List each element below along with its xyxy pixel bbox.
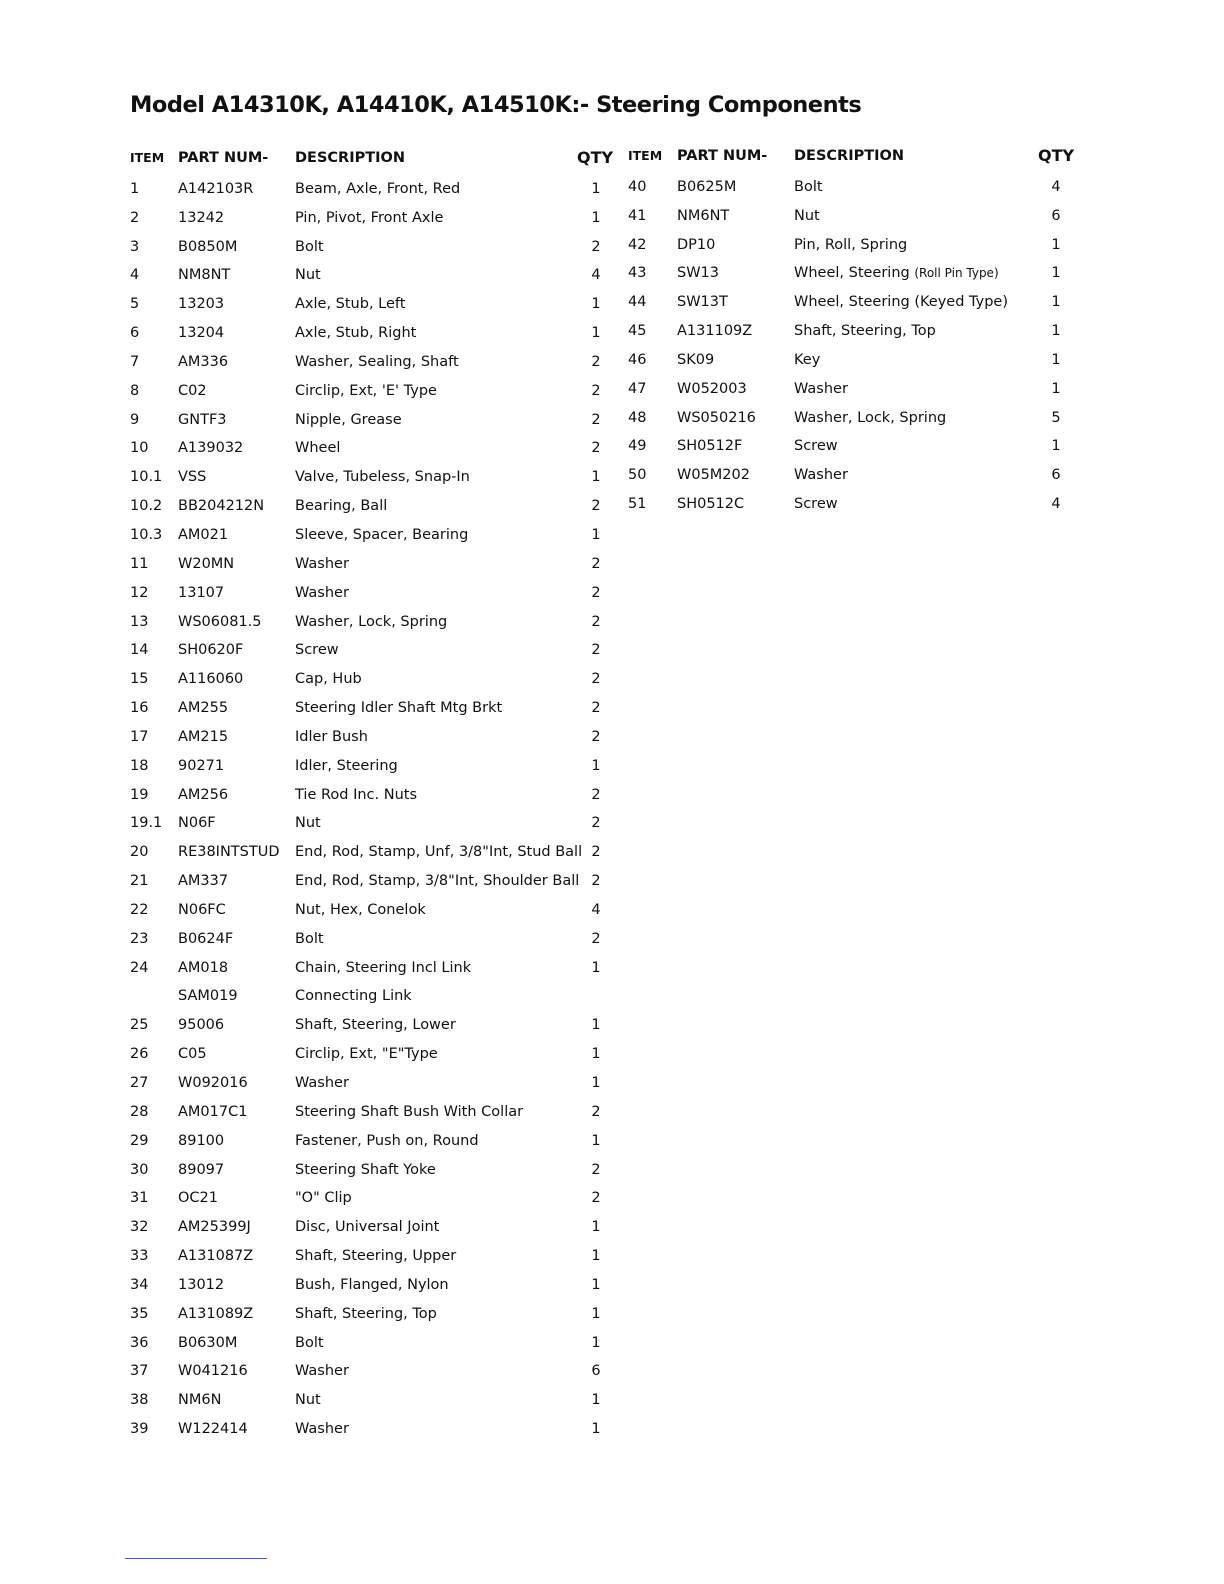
description: Idler Bush xyxy=(295,728,368,745)
description: Axle, Stub, Right xyxy=(295,325,417,342)
quantity: 5 xyxy=(1051,409,1061,426)
description: Steering Shaft Bush With Collar xyxy=(295,1103,524,1120)
description: Pin, Pivot, Front Axle xyxy=(295,209,444,226)
item-number: 45 xyxy=(628,323,647,340)
part-number: 89097 xyxy=(178,1161,225,1178)
part-number: SH0512F xyxy=(677,438,743,455)
part-number: AM017C1 xyxy=(178,1103,248,1120)
description xyxy=(794,231,907,260)
quantity: 2 xyxy=(591,671,601,688)
description: Bearing, Ball xyxy=(295,498,388,515)
item-number: 1 xyxy=(130,180,140,197)
description: Disc, Universal Joint xyxy=(295,1219,440,1236)
description-text: Bolt xyxy=(794,178,823,195)
quantity: 4 xyxy=(591,267,601,284)
part-number: AM337 xyxy=(178,873,229,890)
description xyxy=(794,404,946,433)
footer-divider xyxy=(125,1558,267,1559)
quantity: 2 xyxy=(591,815,601,832)
item-number: 35 xyxy=(130,1305,149,1322)
item-number: 7 xyxy=(130,353,140,370)
description: Idler, Steering xyxy=(295,757,398,774)
quantity: 1 xyxy=(591,209,601,226)
item-number: 16 xyxy=(130,700,149,717)
description: Cap, Hub xyxy=(295,671,362,688)
item-number: 5 xyxy=(130,296,140,313)
item-number: 12 xyxy=(130,584,149,601)
quantity: 2 xyxy=(591,613,601,630)
item-number: 10 xyxy=(130,440,149,457)
description xyxy=(794,173,823,202)
quantity: 2 xyxy=(591,584,601,601)
item-number: 22 xyxy=(130,901,149,918)
description xyxy=(794,490,838,519)
item-number: 36 xyxy=(130,1334,149,1351)
quantity: 1 xyxy=(591,1075,601,1091)
item-number: 39 xyxy=(130,1421,149,1438)
item-number: 10.1 xyxy=(130,469,163,486)
item-number: 20 xyxy=(130,844,149,861)
part-number: W122414 xyxy=(178,1421,248,1438)
description-text: Wheel, Steering xyxy=(794,265,915,282)
description: Washer xyxy=(295,555,349,572)
header-item: ITEM xyxy=(628,148,663,163)
quantity: 1 xyxy=(1051,380,1061,397)
description xyxy=(794,259,999,288)
part-number: C02 xyxy=(178,382,207,399)
description: "O" Clip xyxy=(295,1190,352,1207)
description xyxy=(794,317,936,346)
item-number: 11 xyxy=(130,555,149,572)
item-number: 32 xyxy=(130,1219,149,1236)
item-number: 48 xyxy=(628,409,647,426)
description xyxy=(794,375,848,404)
header-description: DESCRIPTION xyxy=(295,150,405,166)
quantity: 2 xyxy=(591,353,601,370)
description-text: Washer xyxy=(794,380,848,397)
quantity: 2 xyxy=(591,1161,601,1178)
description: Tie Rod Inc. Nuts xyxy=(295,786,418,803)
quantity: 1 xyxy=(591,1219,601,1236)
part-number: SW13 xyxy=(677,265,719,282)
description xyxy=(794,202,820,231)
quantity: 1 xyxy=(591,1421,601,1438)
quantity: 2 xyxy=(591,873,601,890)
part-number: 13012 xyxy=(178,1276,225,1293)
part-number: W05M202 xyxy=(677,467,750,484)
item-number: 34 xyxy=(130,1276,149,1293)
quantity: 1 xyxy=(591,1046,601,1063)
item-number: 23 xyxy=(130,930,149,947)
item-number: 43 xyxy=(628,265,647,282)
item-number: 14 xyxy=(130,642,149,659)
part-number: RE38INTSTUD xyxy=(178,844,280,861)
description-text: Washer xyxy=(794,467,848,484)
part-number: B0630M xyxy=(178,1334,238,1351)
part-number: W092016 xyxy=(178,1075,248,1091)
header-description: DESCRIPTION xyxy=(794,148,904,164)
description: Circlip, Ext, 'E' Type xyxy=(295,382,437,399)
description: End, Rod, Stamp, Unf, 3/8"Int, Stud Ball xyxy=(295,844,583,861)
quantity: 4 xyxy=(591,901,601,918)
description: Shaft, Steering, Lower xyxy=(295,1017,456,1034)
quantity: 2 xyxy=(591,555,601,572)
item-number: 47 xyxy=(628,380,647,397)
item-number: 26 xyxy=(130,1046,149,1063)
quantity: 1 xyxy=(591,526,601,543)
description xyxy=(794,461,848,490)
item-number: 42 xyxy=(628,236,647,253)
description: Bush, Flanged, Nylon xyxy=(295,1276,449,1293)
header-part-number: PART NUM- xyxy=(677,148,768,164)
description-text: Pin, Roll, Spring xyxy=(794,236,908,253)
quantity: 2 xyxy=(591,440,601,457)
part-number: 13203 xyxy=(178,296,225,313)
part-number: 95006 xyxy=(178,1017,225,1034)
quantity: 1 xyxy=(591,325,601,342)
part-number: W20MN xyxy=(178,555,235,572)
description: Fastener, Push on, Round xyxy=(295,1132,479,1149)
part-number: 13204 xyxy=(178,325,225,342)
item-number: 29 xyxy=(130,1132,149,1149)
quantity: 1 xyxy=(591,1017,601,1034)
part-number: WS06081.5 xyxy=(178,613,262,630)
description xyxy=(794,346,820,375)
part-number: SH0512C xyxy=(677,496,745,513)
description: Connecting Link xyxy=(295,988,412,1005)
quantity: 2 xyxy=(591,238,601,255)
quantity: 2 xyxy=(591,1103,601,1120)
quantity: 2 xyxy=(591,844,601,861)
description: Nut xyxy=(295,267,321,284)
item-number: 6 xyxy=(130,325,140,342)
part-number: NM6NT xyxy=(677,207,730,224)
part-number: SK09 xyxy=(677,351,715,368)
quantity: 2 xyxy=(591,786,601,803)
description: Nut xyxy=(295,815,321,832)
description-text: Washer, Lock, Spring xyxy=(794,409,947,426)
part-number: AM021 xyxy=(178,526,229,543)
item-number: 15 xyxy=(130,671,149,688)
item-number: 46 xyxy=(628,351,647,368)
description-text: Nut xyxy=(794,207,820,224)
item-number: 13 xyxy=(130,613,149,630)
part-number: SH0620F xyxy=(178,642,244,659)
quantity: 2 xyxy=(591,642,601,659)
part-number: C05 xyxy=(178,1046,207,1063)
description: Shaft, Steering, Top xyxy=(295,1305,437,1322)
description-text: Screw xyxy=(794,496,838,513)
description xyxy=(794,288,1008,317)
part-number: 13242 xyxy=(178,209,225,226)
description: Washer, Lock, Spring xyxy=(295,613,448,630)
item-number: 2 xyxy=(130,209,140,226)
item-number: 19 xyxy=(130,786,149,803)
quantity: 6 xyxy=(591,1363,601,1380)
quantity: 2 xyxy=(591,411,601,428)
description: Steering Idler Shaft Mtg Brkt xyxy=(295,700,503,717)
part-number: VSS xyxy=(178,469,207,486)
description: Nut, Hex, Conelok xyxy=(295,901,426,918)
part-number: AM256 xyxy=(178,786,229,803)
description: Chain, Steering Incl Link xyxy=(295,959,472,976)
quantity: 1 xyxy=(591,1132,601,1149)
part-number: AM018 xyxy=(178,959,229,976)
item-number: 17 xyxy=(130,728,149,745)
description-note: (Roll Pin Type) xyxy=(914,266,999,281)
item-number: 30 xyxy=(130,1161,149,1178)
description-text: Shaft, Steering, Top xyxy=(794,323,936,340)
quantity: 1 xyxy=(591,1248,601,1265)
quantity: 1 xyxy=(591,1334,601,1351)
part-number: A142103R xyxy=(178,180,254,197)
header-quantity: QTY xyxy=(1038,146,1075,165)
part-number: WS050216 xyxy=(677,409,756,426)
description xyxy=(794,432,838,461)
description: Beam, Axle, Front, Red xyxy=(295,180,461,197)
part-number: B0624F xyxy=(178,930,234,947)
description: Washer xyxy=(295,584,349,601)
part-number: SW13T xyxy=(677,294,728,311)
part-number: AM255 xyxy=(178,700,229,717)
description: Bolt xyxy=(295,930,324,947)
quantity: 1 xyxy=(1051,438,1061,455)
part-number: A131089Z xyxy=(178,1305,254,1322)
item-number: 3 xyxy=(130,238,140,255)
quantity: 1 xyxy=(1051,265,1061,282)
quantity: 2 xyxy=(591,498,601,515)
quantity: 2 xyxy=(591,382,601,399)
description-text: Key xyxy=(794,351,821,368)
quantity: 1 xyxy=(591,1305,601,1322)
quantity: 2 xyxy=(591,930,601,947)
part-number: B0625M xyxy=(677,178,737,195)
item-number: 50 xyxy=(628,467,647,484)
description: Nipple, Grease xyxy=(295,411,402,428)
item-number: 25 xyxy=(130,1017,149,1034)
item-number: 38 xyxy=(130,1392,149,1409)
item-number: 41 xyxy=(628,207,647,224)
quantity: 6 xyxy=(1051,207,1061,224)
description: Washer xyxy=(295,1363,349,1380)
part-number: GNTF3 xyxy=(178,411,227,428)
item-number: 27 xyxy=(130,1075,149,1091)
description: Washer xyxy=(295,1421,349,1438)
part-number: A131087Z xyxy=(178,1248,254,1265)
item-number: 24 xyxy=(130,959,149,976)
item-number: 49 xyxy=(628,438,647,455)
item-number: 33 xyxy=(130,1248,149,1265)
quantity: 1 xyxy=(1051,323,1061,340)
quantity: 1 xyxy=(1051,236,1061,253)
description: Bolt xyxy=(295,1334,324,1351)
description: Shaft, Steering, Upper xyxy=(295,1248,457,1265)
part-number: A116060 xyxy=(178,671,244,688)
item-number: 28 xyxy=(130,1103,149,1120)
description: Circlip, Ext, "E"Type xyxy=(295,1046,438,1063)
item-number: 51 xyxy=(628,496,647,513)
quantity: 1 xyxy=(591,469,601,486)
item-number: 31 xyxy=(130,1190,149,1207)
quantity: 1 xyxy=(591,1276,601,1293)
part-number: BB204212N xyxy=(178,498,265,515)
description: Sleeve, Spacer, Bearing xyxy=(295,526,469,543)
item-number: 18 xyxy=(130,757,149,774)
item-number: 21 xyxy=(130,873,149,890)
description: Nut xyxy=(295,1392,321,1409)
part-number: W041216 xyxy=(178,1363,248,1380)
item-number: 44 xyxy=(628,294,647,311)
part-number: 13107 xyxy=(178,584,225,601)
item-number: 4 xyxy=(130,267,140,284)
header-part-number: PART NUM- xyxy=(178,150,269,166)
part-number: 90271 xyxy=(178,757,225,774)
description: Axle, Stub, Left xyxy=(295,296,406,313)
quantity: 2 xyxy=(591,1190,601,1207)
item-number: 19.1 xyxy=(130,815,163,832)
description: Steering Shaft Yoke xyxy=(295,1161,436,1178)
quantity: 6 xyxy=(1051,467,1061,484)
header-quantity: QTY xyxy=(577,148,614,167)
quantity: 1 xyxy=(1051,294,1061,311)
part-number: NM6N xyxy=(178,1392,222,1409)
quantity: 1 xyxy=(591,1392,601,1409)
part-number: N06FC xyxy=(178,901,226,918)
part-number: AM215 xyxy=(178,728,229,745)
description: Washer xyxy=(295,1075,349,1091)
description: Wheel xyxy=(295,440,341,457)
quantity: 2 xyxy=(591,700,601,717)
description: Valve, Tubeless, Snap-In xyxy=(295,469,470,486)
quantity: 1 xyxy=(591,757,601,774)
description-text: Screw xyxy=(794,438,838,455)
quantity: 4 xyxy=(1051,178,1061,195)
part-number: 89100 xyxy=(178,1132,225,1149)
item-number: 8 xyxy=(130,382,140,399)
quantity: 1 xyxy=(1051,351,1061,368)
header-item: ITEM xyxy=(130,150,165,165)
part-number: SAM019 xyxy=(178,988,238,1005)
part-number: AM336 xyxy=(178,353,229,370)
description-text: Wheel, Steering (Keyed Type) xyxy=(794,294,1008,311)
description: End, Rod, Stamp, 3/8"Int, Shoulder Ball xyxy=(295,873,580,890)
part-number: AM25399J xyxy=(178,1219,251,1236)
quantity: 1 xyxy=(591,296,601,313)
item-number: 40 xyxy=(628,178,647,195)
part-number: A131109Z xyxy=(677,323,753,340)
item-number: 10.3 xyxy=(130,526,163,543)
part-number: N06F xyxy=(178,815,216,832)
item-number: 10.2 xyxy=(130,498,163,515)
description: Bolt xyxy=(295,238,324,255)
part-number: NM8NT xyxy=(178,267,231,284)
quantity: 2 xyxy=(591,728,601,745)
part-number: DP10 xyxy=(677,236,716,253)
page-title: Model A14310K, A14410K, A14510K:- Steering Components xyxy=(130,92,862,118)
part-number: B0850M xyxy=(178,238,238,255)
quantity: 4 xyxy=(1051,496,1061,513)
description: Washer, Sealing, Shaft xyxy=(295,353,459,370)
part-number: A139032 xyxy=(178,440,244,457)
item-number: 37 xyxy=(130,1363,149,1380)
item-number: 9 xyxy=(130,411,140,428)
quantity: 1 xyxy=(591,180,601,197)
part-number: W052003 xyxy=(677,380,747,397)
description: Screw xyxy=(295,642,339,659)
quantity: 1 xyxy=(591,959,601,976)
part-number: OC21 xyxy=(178,1190,218,1207)
